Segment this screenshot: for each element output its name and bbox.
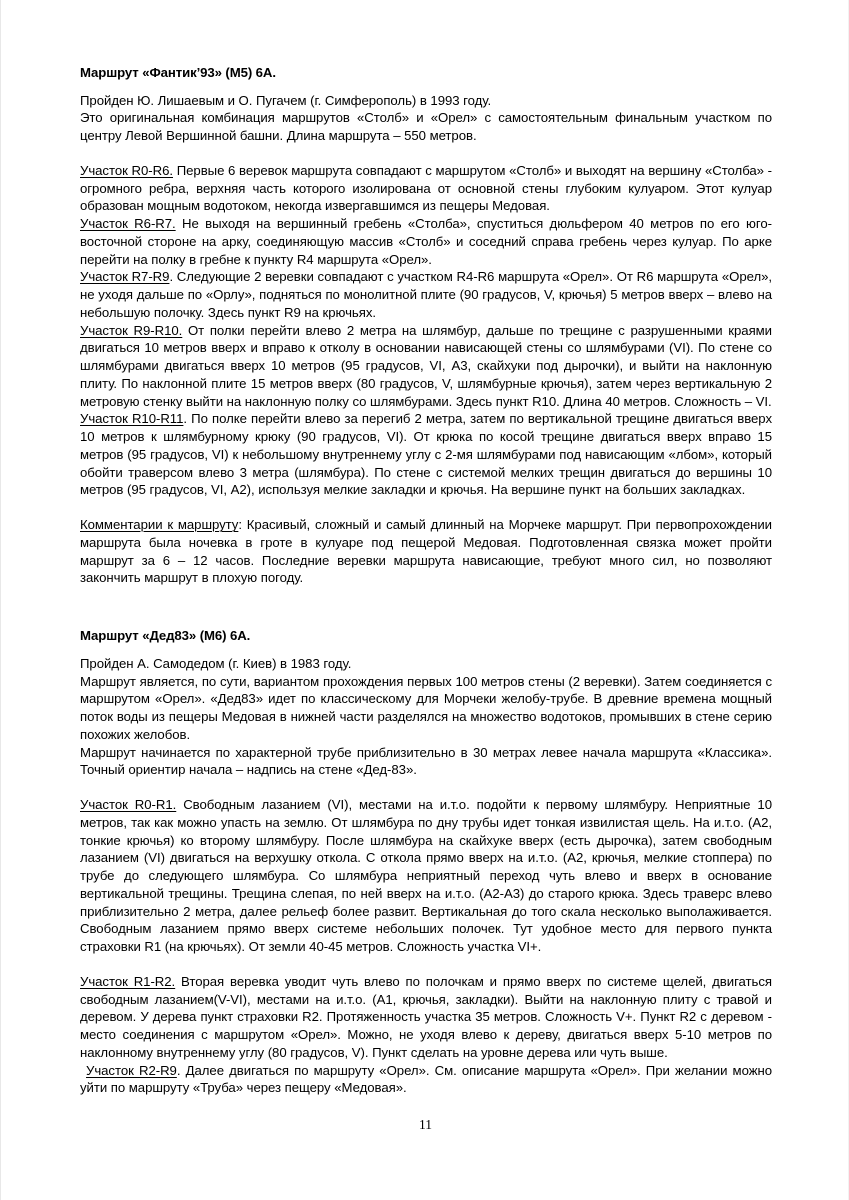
route-intro-line: Маршрут является, по сути, вариантом прохождения первых 100 метров стены (2 веревки). Затем соединяется с маршрутом «Орел». «Дед83» идет по классическому для Морчеки желобу-трубе. В древние времена мощный поток воды из пещеры Медовая в нижней части разделялся на множество водотоков, промывших в стене серию похожих желобов. [80,673,772,742]
section-r2-r9 [80,1062,772,1098]
route-heading-fantik: Маршрут «Фантик’93» (М5) 6А. [80,65,276,80]
section-text: . По полке перейти влево за перегиб 2 метра, затем по вертикальной трещине двигаться вверх 10 метров к шлямбурному крюку (90 градусов, VI). От крюка по косой трещине двигаться вверх вправо 15 метров (95 градусов, VI) к небольшому внутреннему углу с 2-мя шлямбурами под нависающим «лбом», который обойти траверсом влево 3 метра (шлямбура). По стене с системой мелких трещин двигаться до вершины 10 метров (95 градусов, VI, А2), используя мелкие закладки и крючья. На вершине пункт на больших закладках. [80,411,772,498]
section-label: Участок R2-R9 [86,1062,177,1078]
comment-text: : Красивый, сложный и самый длинный на Морчеке маршрут. При первопрохождении маршрута была ночевка в гроте в кулуаре под пещерой Медовая. Подготовленная связка может пройти маршрут за 6 – 12 часов. Последние веревки маршрута нависающие, требуют много сил, но позволяют закончить маршрут в плохую погоду. [80,517,772,586]
section-label: Участок R0-R6. [80,162,173,178]
route-intro-line: Это оригинальная комбинация маршрутов «Столб» и «Орел» с самостоятельным финальным участком по центру Левой Вершинной башни. Длина маршрута – 550 метров. [80,110,772,144]
section-text: Вторая веревка уводит чуть влево по полочкам и прямо вверх по системе щелей, двигаться свободным лазанием(V-VI), местами на и.т.о. (А1, крючья, закладки). Выйти на наклонную плиту с травой и деревом. У дерева пункт страховки R2. Протяженность участка 35 метров. Сложность V+. Пункт R2 с деревом - место соединения с маршрутом «Орел». Можно, не уходя влево к дереву, двигаться вверх 5-10 метров по наклонному внутреннему углу (80 градусов, V). Пункт сделать на уровне дерева или чуть выше. [80,973,772,1060]
spacer [80,587,772,627]
route-intro-line: Маршрут начинается по характерной трубе приблизительно в 30 метрах левее начала маршрута «Классика». Точный ориентир начала – надпись на стене «Дед-83». [80,744,772,778]
spacer [80,956,772,973]
section-text: . Следующие 2 веревки совпадают с участком R4-R6 маршрута «Орел». От R6 маршрута «Орел», не уходя дальше по «Орлу», подняться по монолитной плите (90 градусов, V, крючья) 5 метров вверх – влево на небольшую полочку. Здесь пункт R9 на крючьях. [80,269,772,320]
section-text: От полки перейти влево 2 метра на шлямбур, дальше по трещине с разрушенными краями двигаться 10 метров вверх и вправо к отколу в основании нависающей стены со шлямбурами (VI). По стене со шлямбурами двигаться вверх 10 метров (95 градусов, VI, А3, скайхуки под дырочки), и выйти на наклонную плиту. По наклонной плите 15 метров вверх (80 градусов, V, шлямбурные крючья), затем через вертикальную 2 метровую стенку выйти на наклонную полку со шлямбурами. Здесь пункт R10. Длина 40 метров. Сложность – VI. [80,322,772,409]
section-r0-r6 [80,162,772,215]
section-r10-r11 [80,410,772,499]
route-intro-line: Пройден Ю. Лишаевым и О. Пугачем (г. Симферополь) в 1993 году. [80,92,492,108]
section-text: Свободным лазанием (VI), местами на и.т.о. подойти к первому шлямбуру. Неприятные 10 метров, так как можно упасть на землю. От шлямбура по дну трубы идет тонкая извилистая щель. На и.т.о. (А2, тонкие крючья) ко второму шлямбуру. После шлямбура на скайхуке вверх (есть дырочка), затем свободным лазанием (VI) двигаться на верхушку откола. С откола прямо вверх на и.т.о. (А2, крючья, мелкие стоппера) по трубе до следующего шлямбура. Со шлямбура неприятный переход чуть влево и вверх в основание вертикальной трещины. Трещина слепая, по ней вверх на и.т.о. (А2-А3) до старого крюка. Здесь траверс влево приблизительно 2 метра, далее рельеф более развит. Вертикальная до того скала несколько выполаживается. Свободным лазанием прямо вверх системе небольших полочек. Тут удобное место для первого пункта страховки R1 (на крючьях). От земли 40-45 метров. Сложность участка VI+. [80,797,772,955]
spacer [80,145,772,162]
section-r6-r7 [80,215,772,268]
section-text: Первые 6 веревок маршрута совпадают с маршрутом «Столб» и выходят на вершину «Столба» - огромного ребра, верхняя часть которого изолирована от основной стены глубоким кулуаром. Этот кулуар образован мощным водотоком, некогда извергавшимся из пещеры Медовая. [80,162,772,214]
section-label: Участок R6-R7. [80,216,176,232]
comment-label: Комментарии к маршруту [80,517,239,533]
section-label: Участок R7-R9 [80,269,170,285]
section-r1-r2 [80,973,772,1062]
page-content [80,64,772,1097]
section-text: Не выходя на вершинный гребень «Столба», спуститься дюльфером 40 метров по его юго-восточной стороне на арку, соединяющую массив «Столб» и соседний справа гребень через кулуар. По арке перейти на полку в гребне к пункту R4 маршрута «Орел». [80,216,772,267]
spacer [80,499,772,516]
section-r7-r9 [80,268,772,321]
route-intro-line: Пройден А. Самодедом (г. Киев) в 1983 году. [80,655,352,671]
section-label: Участок R1-R2. [80,973,176,989]
section-label: Участок R0-R1. [80,797,177,813]
section-r0-r1 [80,796,772,956]
section-r9-r10 [80,322,772,411]
route-heading-ded83: Маршрут «Дед83» (М6) 6А. [80,628,251,644]
spacer [80,779,772,796]
section-text: . Далее двигаться по маршруту «Орел». См. описание маршрута «Орел». При желании можно уйти по маршруту «Труба» через пещеру «Медовая». [80,1062,772,1096]
route-comment-fantik [80,516,772,587]
section-label: Участок R10-R11 [80,411,184,427]
section-label: Участок R9-R10. [80,322,183,338]
page-number: 11 [419,1117,432,1132]
